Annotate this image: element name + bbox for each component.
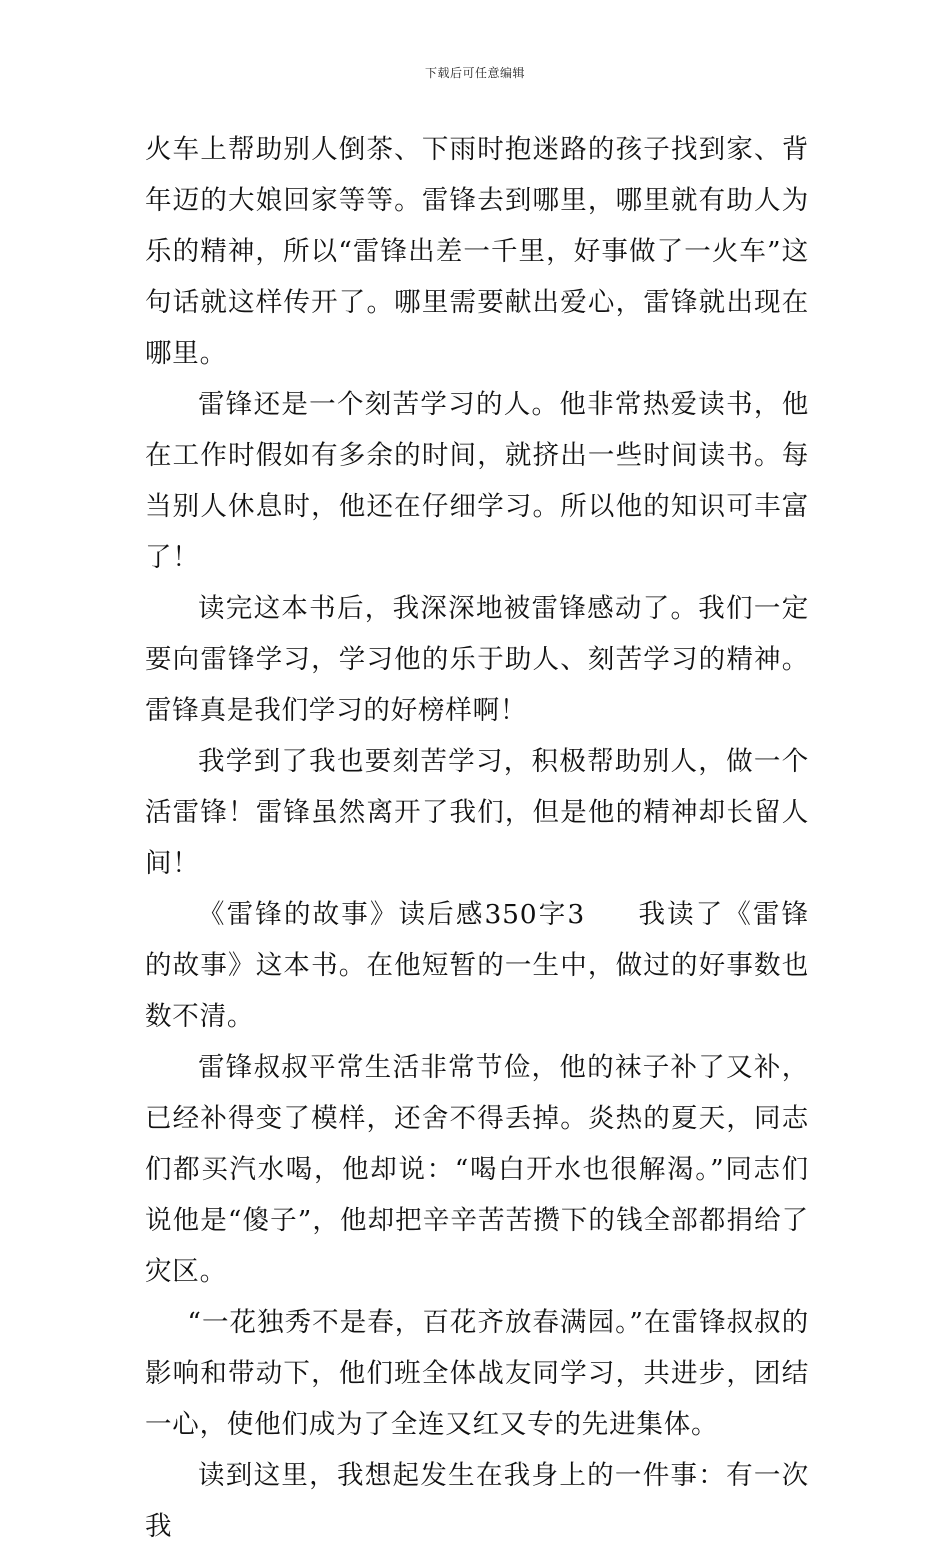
section-title: 《雷锋的故事》读后感350字3 xyxy=(198,899,586,930)
paragraph: 我学到了我也要刻苦学习，积极帮助别人，做一个活雷锋！雷锋虽然离开了我们，但是他的精神却长留人间！ xyxy=(145,746,809,879)
paragraph-continued: 火车上帮助别人倒茶、下雨时抱迷路的孩子找到家、背年迈的大娘回家等等。雷锋去到哪里，哪里就有助人为乐的精神，所以“雷锋出差一千里，好事做了一火车”这句话就这样传开了。哪里需要献出爱心，雷锋就出现在哪里。 xyxy=(145,134,809,369)
section-paragraph xyxy=(145,889,809,1042)
section-first-text: 我读了《雷锋的故事》这本书。在他短暂的一生中，做过的好事数也数不清。 xyxy=(145,899,809,1032)
paragraph: 读到这里，我想起发生在我身上的一件事：有一次我 xyxy=(145,1460,809,1542)
paragraph: 读完这本书后，我深深地被雷锋感动了。我们一定要向雷锋学习，学习他的乐于助人、刻苦学习的精神。雷锋真是我们学习的好榜样啊！ xyxy=(145,593,809,726)
page-header-note: 下载后可任意编辑 xyxy=(424,66,525,80)
document-body xyxy=(145,124,809,1552)
paragraph: “一花独秀不是春，百花齐放春满园。”在雷锋叔叔的影响和带动下，他们班全体战友同学习，共进步，团结一心，使他们成为了全连又红又专的先进集体。 xyxy=(145,1307,809,1440)
paragraph: 雷锋叔叔平常生活非常节俭，他的袜子补了又补，已经补得变了模样，还舍不得丢掉。炎热的夏天，同志们都买汽水喝，他却说：“喝白开水也很解渴。”同志们说他是“傻子”，他却把辛辛苦苦攒下的钱全部都捐给了灾区。 xyxy=(145,1052,809,1287)
paragraph: 雷锋还是一个刻苦学习的人。他非常热爱读书，他在工作时假如有多余的时间，就挤出一些时间读书。每当别人休息时，他还在仔细学习。所以他的知识可丰富了！ xyxy=(145,389,809,573)
